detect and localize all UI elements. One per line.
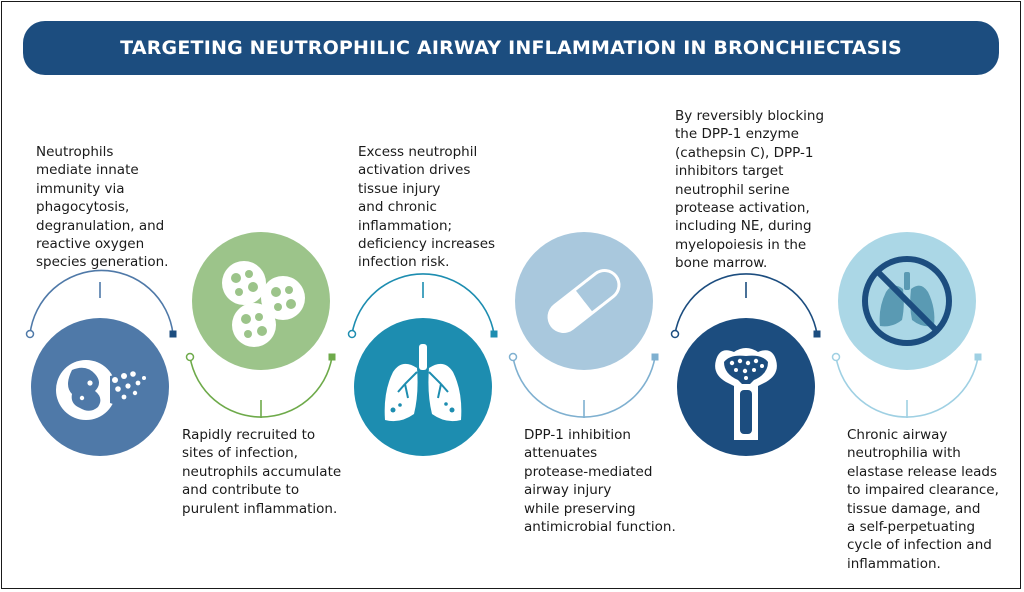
step-5-text: By reversibly blocking the DPP-1 enzyme (cathepsin C), DPP-1 inhibitors target neutrophil serine protease activation, including NE, during myelopoiesis in the bone marrow. xyxy=(675,108,825,272)
step-3-circle xyxy=(354,318,492,456)
step-1-text: Neutrophils mediate innate immunity via phagocytosis, degranulation, and reactive oxygen species generation. xyxy=(36,144,169,271)
step-4-circle xyxy=(515,232,653,370)
step-1-circle xyxy=(31,318,169,456)
page-title: TARGETING NEUTROPHILIC AIRWAY INFLAMMATION IN BRONCHIECTASIS xyxy=(120,37,902,59)
step-4-text: DPP-1 inhibition attenuates protease-mediated airway injury while preserving antimicrobial function. xyxy=(524,427,676,536)
step-6-circle xyxy=(838,232,976,370)
step-2-text: Rapidly recruited to sites of infection, neutrophils accumulate and contribute to purulent inflammation. xyxy=(182,427,342,517)
step-2-circle xyxy=(192,232,330,370)
step-5-circle xyxy=(677,318,815,456)
step-3-text: Excess neutrophil activation drives tissue injury and chronic inflammation; deficiency increases infection risk. xyxy=(358,144,496,271)
step-6-text: Chronic airway neutrophilia with elastase release leads to impaired clearance, tissue damage, and a self-perpetuating cycle of infection and inflammation. xyxy=(847,427,999,572)
